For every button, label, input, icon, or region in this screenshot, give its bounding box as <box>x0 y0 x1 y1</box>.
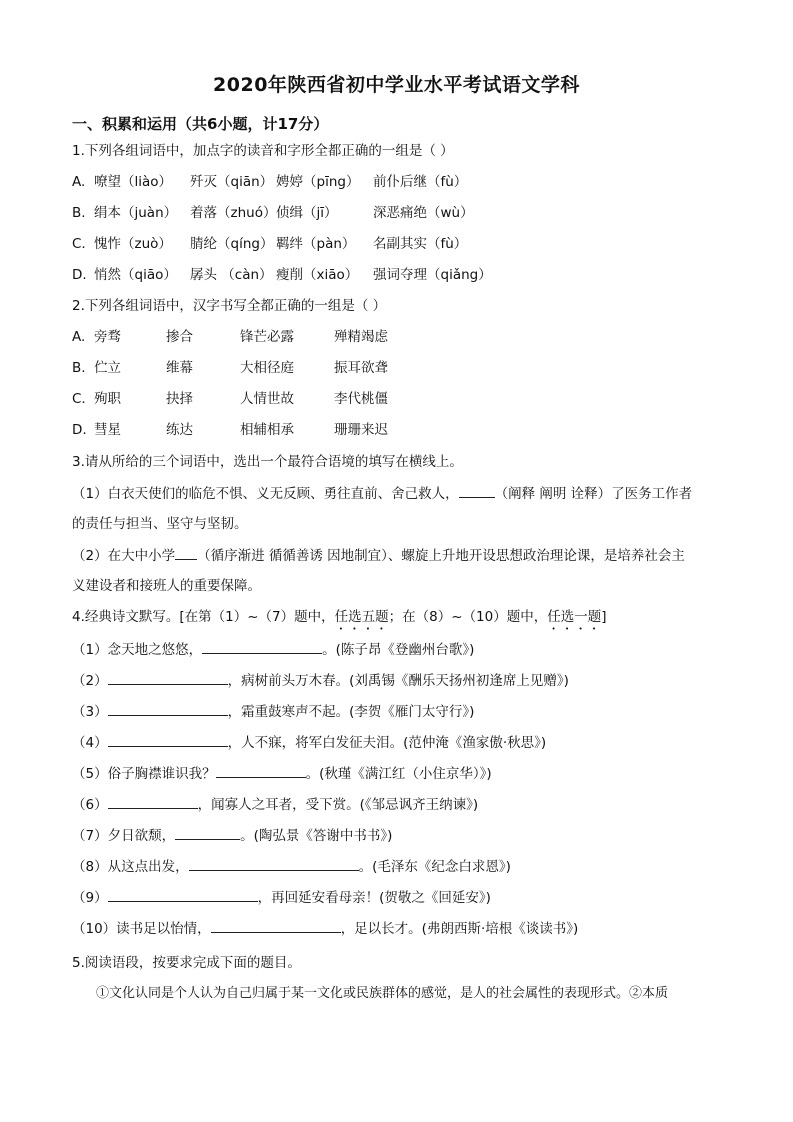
q4-stem-c: ；在（8）~（10）题中， <box>388 609 548 625</box>
recitation-suffix: 。(陶弘景《答谢中书书》) <box>240 828 393 844</box>
answer-blank[interactable] <box>108 888 258 902</box>
question-3-part-2 <box>72 546 685 565</box>
option-term: 珊珊来迟 <box>334 422 388 438</box>
option-term: 维幕 <box>166 360 193 376</box>
question-3-part-2-cont: 义建设者和接班人的重要保障。 <box>72 578 261 594</box>
recitation-suffix: ，人不寐，将军白发征夫泪。(范仲淹《渔家傲·秋思》) <box>227 735 547 751</box>
answer-blank[interactable] <box>216 764 306 778</box>
answer-blank[interactable] <box>108 733 228 747</box>
option-letter: D. <box>72 267 87 283</box>
recitation-suffix: ，病树前头万木春。(刘禹锡《酬乐天扬州初逢席上见赠》) <box>227 673 569 689</box>
q4-stem-a: 4.经典诗文默写。[在第（1）~（7）题中， <box>72 609 335 625</box>
question-3-part-1-cont: 的责任与担当、坚守与坚韧。 <box>72 516 248 532</box>
recitation-prefix: （5）俗子胸襟谁识我？ <box>72 766 216 782</box>
question-5-stem: 5.阅读语段，按要求完成下面的题目。 <box>72 955 301 971</box>
question-1-stem: 1.下列各组词语中，加点字的读音和字形全都正确的一组是（ ） <box>72 143 454 159</box>
q4-stem-d: 任选一题 <box>547 609 602 625</box>
option-letter: C. <box>72 391 86 407</box>
question-5-passage: ①文化认同是个人认为自己归属于某一文化或民族群体的感觉，是人的社会属性的表现形式。②本质 <box>96 986 669 1001</box>
option-term: 李代桃僵 <box>334 391 388 407</box>
option-term: 侦缉（jī） <box>276 205 338 221</box>
option-term: 深恶痛绝（wù） <box>373 205 474 221</box>
question-4-stem <box>72 608 607 633</box>
option-letter: D. <box>72 422 87 438</box>
recitation-prefix: （4） <box>72 735 108 751</box>
option-term: 悄然（qiāo） <box>94 267 177 283</box>
option-term: 人情世故 <box>240 391 294 407</box>
option-term: 娉婷（pīng） <box>276 174 360 190</box>
recitation-prefix: （2） <box>72 673 108 689</box>
q3-part1-text-a: （1）白衣天使们的临危不惧、义无反顾、勇往直前、舍己救人， <box>72 486 459 502</box>
question-2-stem: 2.下列各组词语中，汉字书写全都正确的一组是（ ） <box>72 298 387 314</box>
q3-part2-text-b: （循序渐进 循循善诱 因地制宜）、螺旋上升地开设思想政治理论课，是培养社会主 <box>197 548 685 564</box>
option-term: 羁绊（pàn） <box>276 236 356 252</box>
recitation-item <box>72 640 474 659</box>
recitation-prefix: （10）读书足以怡情， <box>72 921 211 937</box>
option-term: 愧怍（zuò） <box>94 236 172 252</box>
recitation-prefix: （7）夕日欲颓， <box>72 828 176 844</box>
recitation-item <box>72 764 492 783</box>
option-term: 彗星 <box>94 422 121 438</box>
recitation-suffix: ，霜重鼓寒声不起。(李贺《雁门太守行》) <box>227 704 475 720</box>
recitation-item <box>72 888 491 907</box>
q3-part1-text-b: （阐释 阐明 诠释）了医务工作者 <box>494 486 693 502</box>
option-term: 相辅相承 <box>240 422 294 438</box>
option-term: 着落（zhuó） <box>190 205 277 221</box>
q3-part2-text-a: （2）在大中小学 <box>72 548 176 564</box>
recitation-item <box>72 857 511 876</box>
answer-blank[interactable] <box>189 857 359 871</box>
option-term: 殚精竭虑 <box>334 329 388 345</box>
recitation-suffix: ，足以长才。(弗朗西斯·培根《谈读书》) <box>340 921 579 937</box>
recitation-item <box>72 702 474 721</box>
answer-blank[interactable] <box>108 795 198 809</box>
recitation-suffix: 。(陈子昂《登幽州台歌》) <box>322 642 475 658</box>
option-term: 歼灭（qiān） <box>190 174 274 190</box>
answer-blank[interactable] <box>459 484 495 498</box>
q4-stem-e: ] <box>601 609 607 625</box>
recitation-item <box>72 671 569 690</box>
option-term: 强词夺理（qiǎng） <box>373 267 492 283</box>
option-term: 瘦削（xiāo） <box>276 267 359 283</box>
option-letter: A. <box>72 174 86 190</box>
option-letter: C. <box>72 236 86 252</box>
recitation-item <box>72 733 546 752</box>
option-term: 抉择 <box>166 391 193 407</box>
answer-blank[interactable] <box>175 546 197 560</box>
recitation-prefix: （6） <box>72 797 108 813</box>
option-term: 名副其实（fù） <box>373 236 468 252</box>
answer-blank[interactable] <box>202 640 322 654</box>
answer-blank[interactable] <box>211 919 341 933</box>
option-term: 前仆后继（fù） <box>373 174 468 190</box>
answer-blank[interactable] <box>108 671 228 685</box>
option-term: 大相径庭 <box>240 360 294 376</box>
recitation-suffix: ，再回延安看母亲！(贺敬之《回延安》) <box>257 890 491 906</box>
question-3-stem: 3.请从所给的三个词语中，选出一个最符合语境的填写在横线上。 <box>72 454 463 470</box>
option-term: 锋芒必露 <box>240 329 294 345</box>
option-term: 孱头 （càn） <box>190 267 273 283</box>
option-term: 嘹望（liào） <box>94 174 173 190</box>
recitation-item <box>72 795 478 814</box>
recitation-suffix: 。(秋瑾《满江红（小住京华）》) <box>305 766 492 782</box>
answer-blank[interactable] <box>175 826 240 840</box>
question-3-part-1 <box>72 484 692 503</box>
recitation-prefix: （8）从这点出发， <box>72 859 189 875</box>
option-term: 殉职 <box>94 391 121 407</box>
answer-blank[interactable] <box>108 702 228 716</box>
page-title: 2020年陕西省初中学业水平考试语文学科 <box>213 74 580 96</box>
option-term: 伫立 <box>94 360 121 376</box>
recitation-prefix: （9） <box>72 890 108 906</box>
option-term: 旁骛 <box>94 329 121 345</box>
option-letter: A. <box>72 329 86 345</box>
recitation-prefix: （1）念天地之悠悠， <box>72 642 203 658</box>
option-term: 振耳欲聋 <box>334 360 388 376</box>
recitation-suffix: ，闻寡人之耳者，受下赏。(《邹忌讽齐王纳谏》) <box>197 797 479 813</box>
option-letter: B. <box>72 205 86 221</box>
option-term: 绢本（juàn） <box>94 205 178 221</box>
recitation-item <box>72 826 392 845</box>
option-term: 练达 <box>166 422 193 438</box>
option-term: 腈纶（qíng） <box>190 236 274 252</box>
option-term: 掺合 <box>166 329 193 345</box>
recitation-item <box>72 919 578 938</box>
recitation-prefix: （3） <box>72 704 108 720</box>
section-heading: 一、积累和运用（共6小题，计17分） <box>72 115 329 133</box>
recitation-suffix: 。(毛泽东《纪念白求恩》) <box>358 859 511 875</box>
q4-stem-b: 任选五题 <box>334 609 389 625</box>
option-letter: B. <box>72 360 86 376</box>
